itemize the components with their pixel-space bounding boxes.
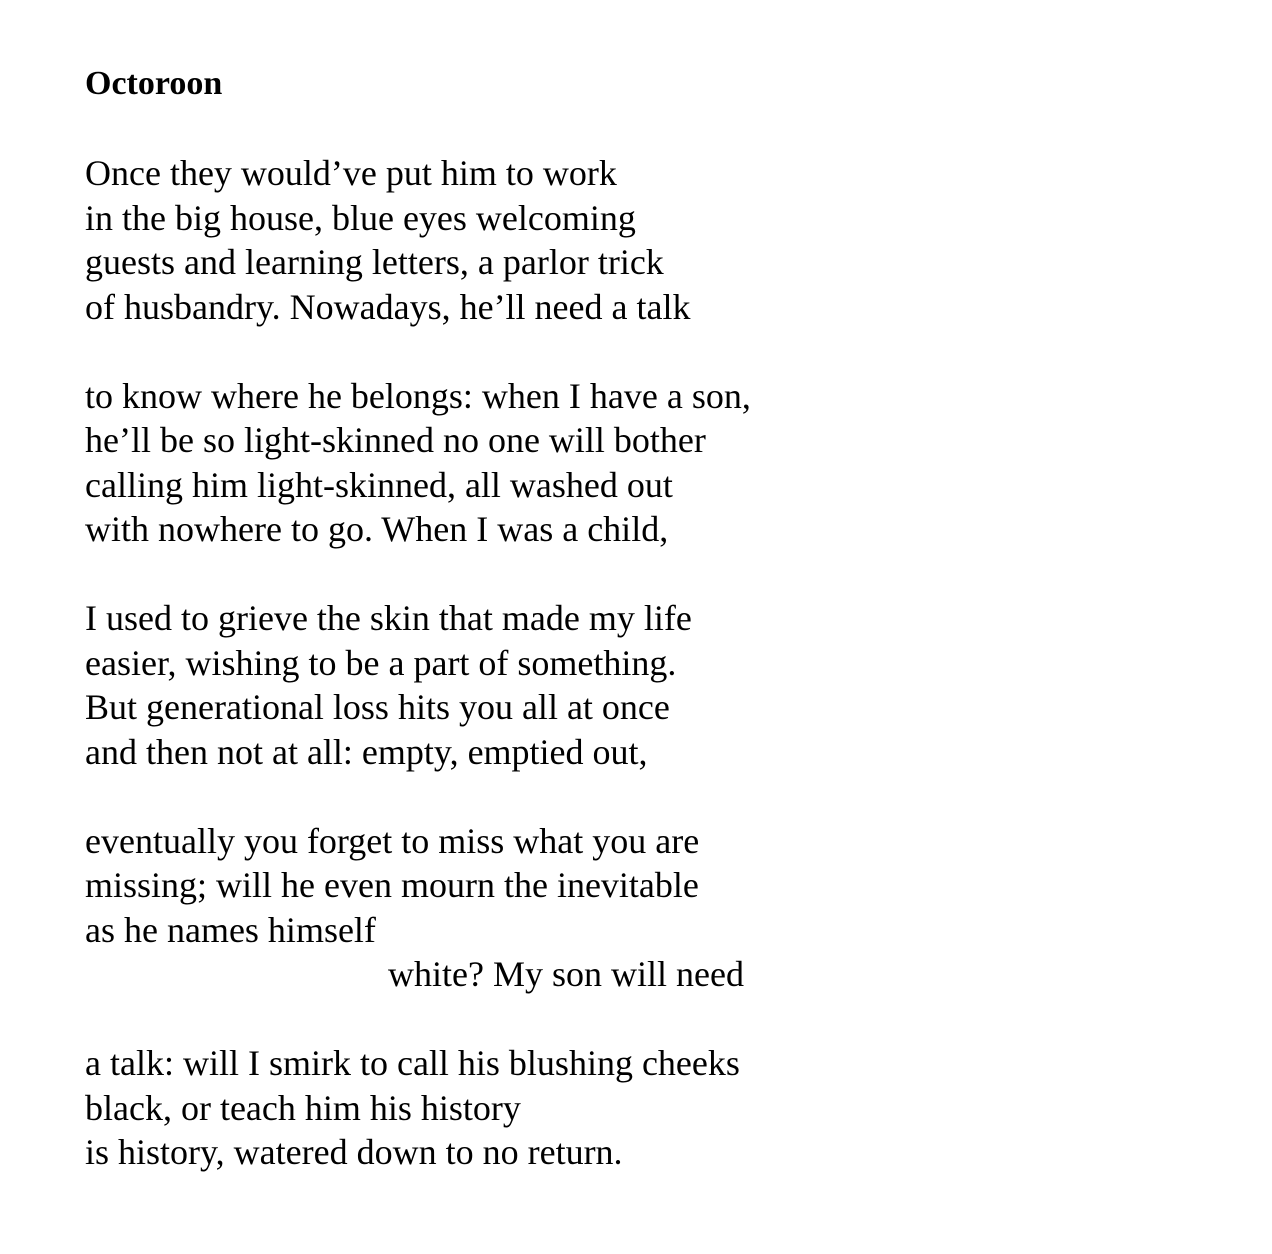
poem-line: a talk: will I smirk to call his blushing cheeks <box>85 1043 740 1083</box>
stanza-3 <box>85 596 751 774</box>
stanza-4 <box>85 819 751 997</box>
poem <box>85 62 751 1219</box>
poem-line: calling him light-skinned, all washed out <box>85 464 673 505</box>
poem-line: and then not at all: empty, emptied out, <box>85 731 648 772</box>
poem-line: as he names himself <box>85 909 376 950</box>
poem-line-indented: white? My son will need <box>388 954 744 994</box>
poem-line: But generational loss hits you all at once <box>85 687 670 727</box>
poem-line: eventually you forget to miss what you are <box>85 820 700 861</box>
poem-line: with nowhere to go. When I was a child, <box>85 509 669 549</box>
poem-line: easier, wishing to be a part of something. <box>85 642 677 683</box>
stanza-1 <box>85 151 751 329</box>
poem-line: in the big house, blue eyes welcoming <box>85 197 636 238</box>
poem-line: missing; will he even mourn the inevitable <box>85 865 699 905</box>
poem-title: Octoroon <box>85 65 223 102</box>
poem-line: is history, watered down to no return. <box>85 1132 623 1172</box>
poem-line: Once they would’ve put him to work <box>85 153 617 193</box>
poem-line: guests and learning letters, a parlor trick <box>85 242 664 282</box>
poem-line: of husbandry. Nowadays, he’ll need a talk <box>85 286 691 327</box>
poem-line: black, or teach him his history <box>85 1087 521 1128</box>
stanza-2 <box>85 374 751 552</box>
poem-line: I used to grieve the skin that made my life <box>85 598 692 638</box>
poem-line: he’ll be so light-skinned no one will bother <box>85 420 706 460</box>
poem-line: to know where he belongs: when I have a son, <box>85 375 751 416</box>
stanza-5 <box>85 1041 751 1175</box>
